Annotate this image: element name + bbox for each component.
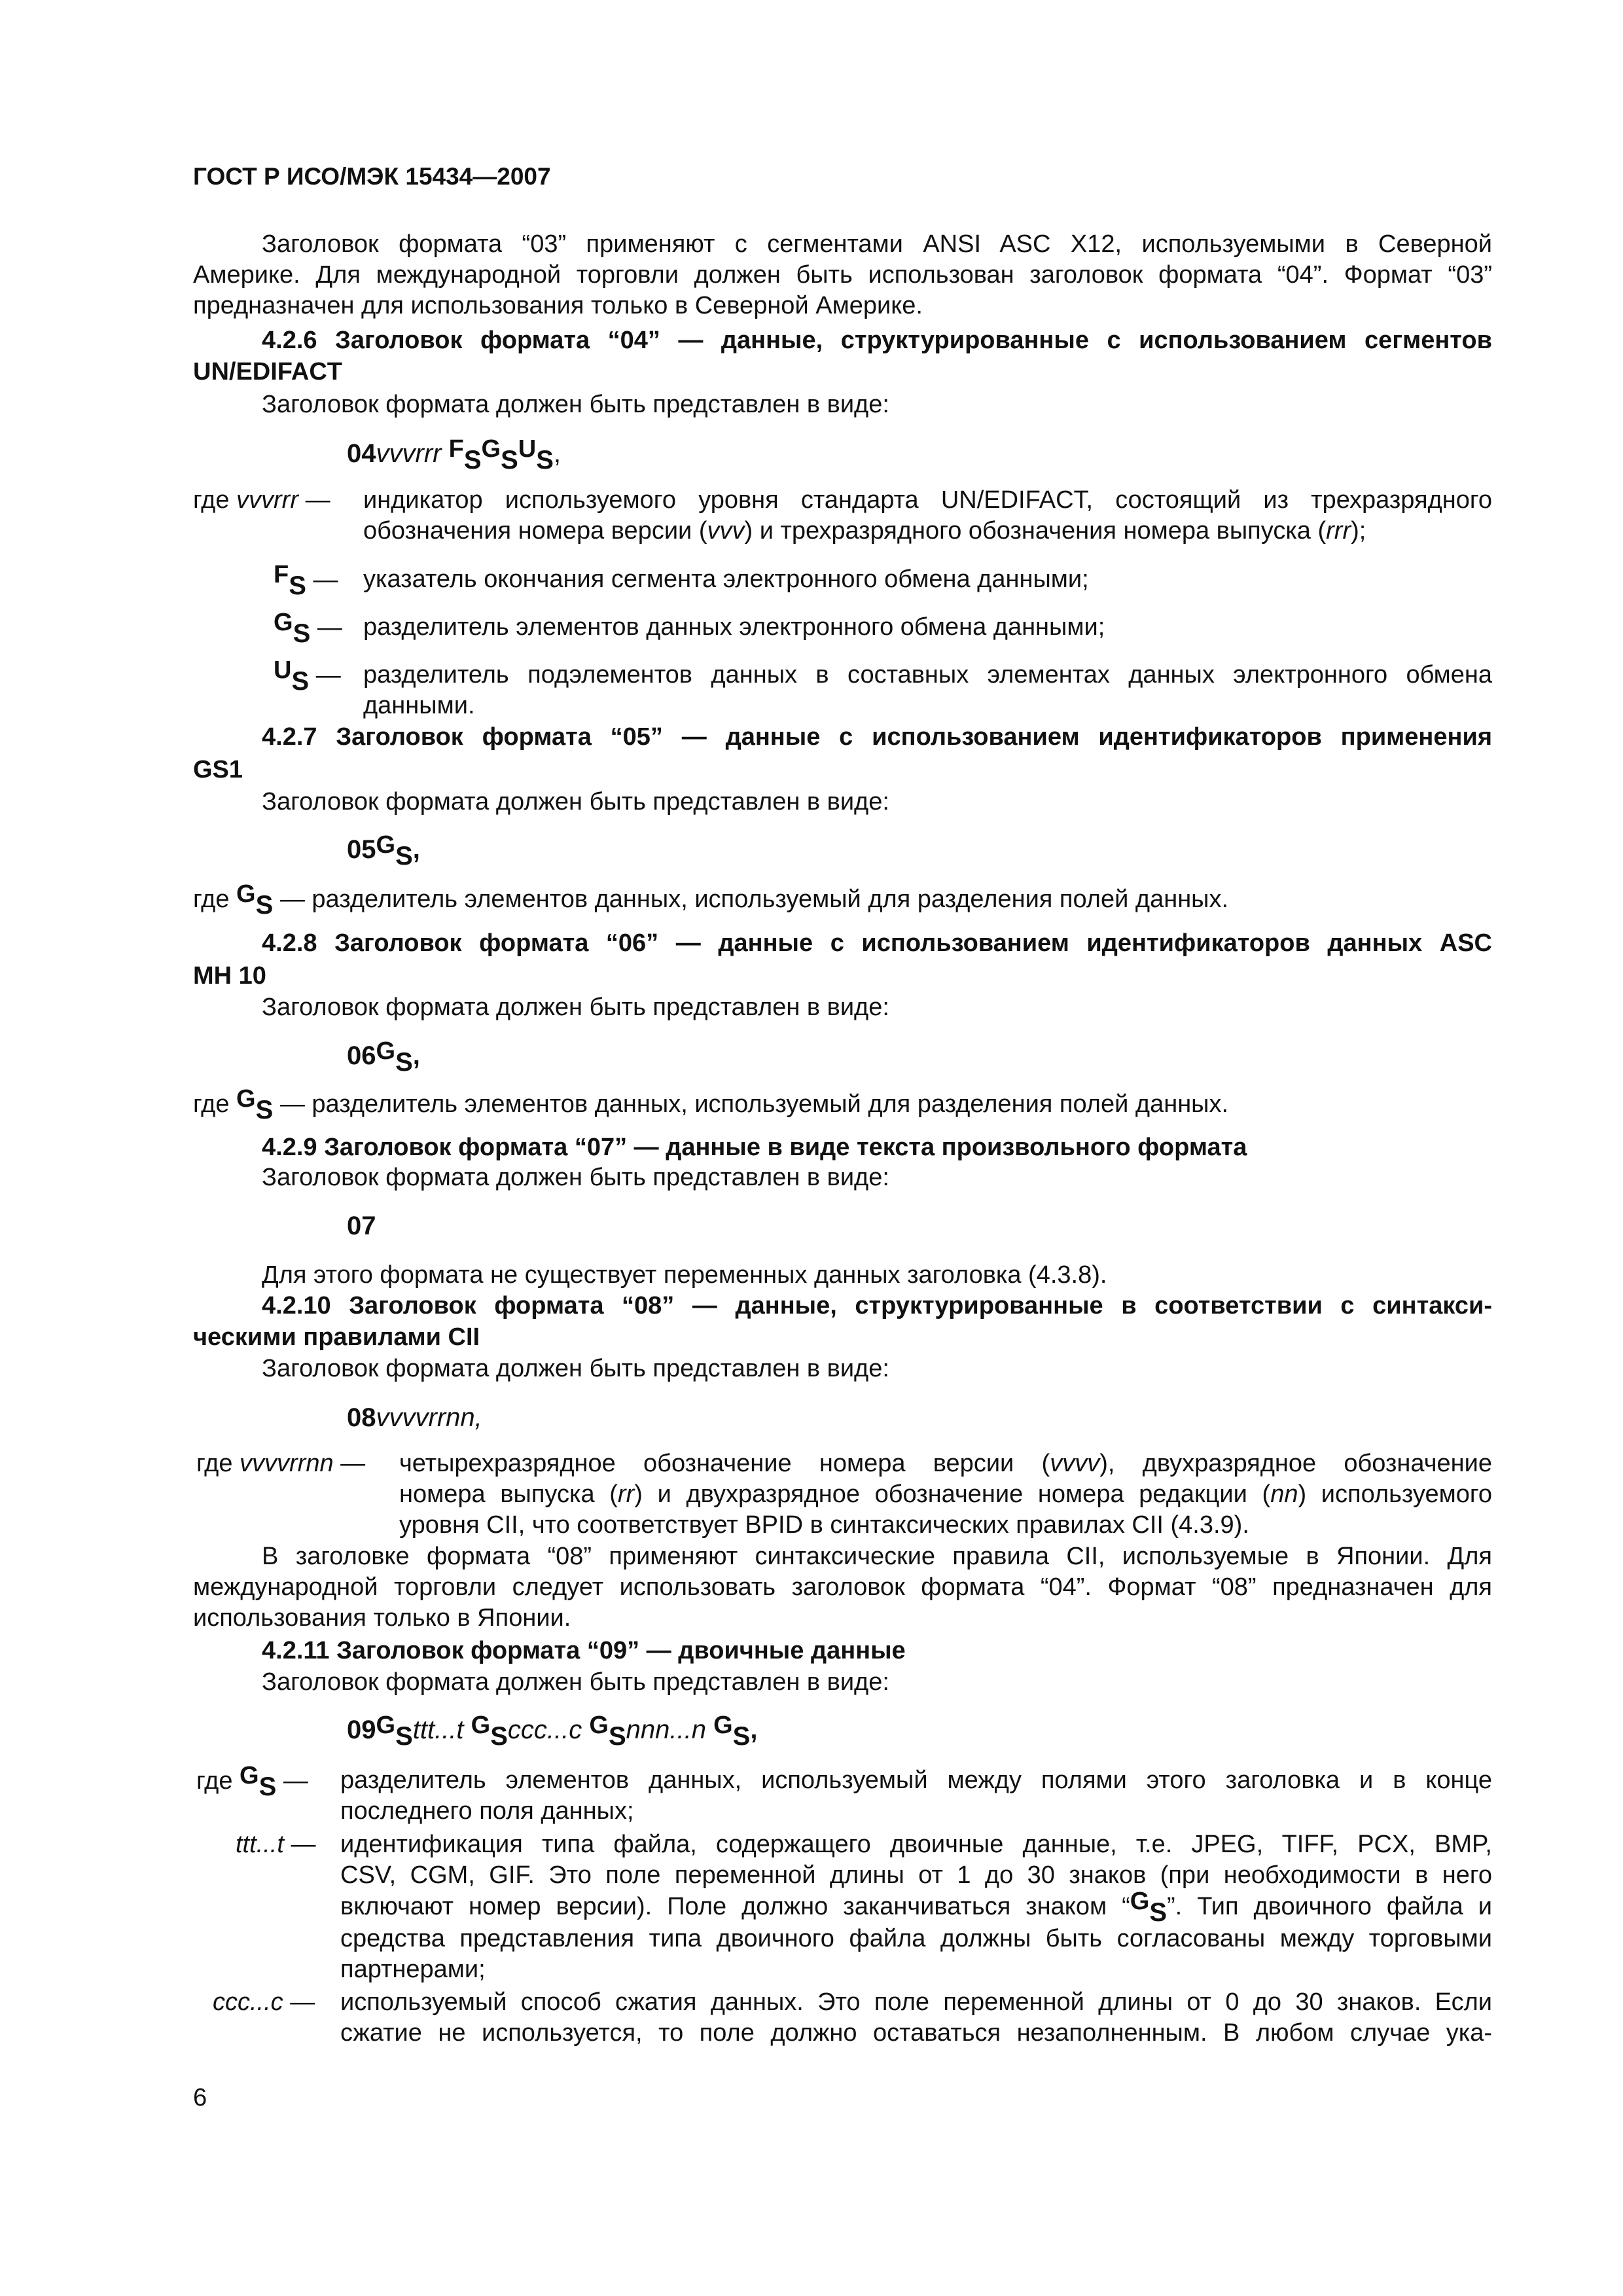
format-formula: 06GS, bbox=[347, 1037, 420, 1077]
format-formula: 07 bbox=[347, 1211, 376, 1240]
format-formula: 05GS, bbox=[347, 831, 420, 870]
intro-line: Америке. Для международной торговли должен быть использован заголовок формата “04”. Формат “03” bbox=[193, 261, 1492, 289]
format-lead: Заголовок формата должен быть представлен в виде: bbox=[262, 1355, 889, 1382]
definition-text: индикатор используемого уровня стандарта UN/EDIFACT, состоящий из трехразрядного bbox=[363, 486, 1492, 514]
definition-term: где vvvrrr — bbox=[193, 486, 330, 514]
definition-text: CSV, CGM, GIF. Это поле переменной длины от 1 до 30 знаков (при необходимости в него bbox=[340, 1861, 1492, 1889]
section-title: 4.2.9 Заголовок формата “07” — данные в виде текста произвольного формата bbox=[262, 1134, 1247, 1161]
section-title: GS1 bbox=[193, 756, 243, 783]
definition-text: данными. bbox=[363, 692, 475, 719]
section-title: UN/EDIFACT bbox=[193, 358, 342, 386]
definition-term: FS — bbox=[274, 561, 338, 600]
format-lead: Заголовок формата должен быть представлен в виде: bbox=[262, 788, 889, 816]
definition-text: разделитель элементов данных, используемый между полями этого заголовка и в конце bbox=[340, 1767, 1492, 1794]
definition-text: используемый способ сжатия данных. Это поле переменной длины от 0 до 30 знаков. Если bbox=[340, 1988, 1492, 2016]
definition-text: сжатие не используется, то поле должно оставаться незаполненным. В любом случае ука- bbox=[340, 2019, 1492, 2047]
definition-term: где GS — bbox=[196, 1762, 308, 1801]
section-title: 4.2.11 Заголовок формата “09” — двоичные данные bbox=[262, 1637, 906, 1664]
definition-line: где GS — разделитель элементов данных, используемый для разделения полей данных. bbox=[193, 1085, 1229, 1124]
format-formula: 04vvvrrr FSGSUS, bbox=[347, 435, 562, 475]
intro-line: предназначен для использования только в Северной Америке. bbox=[193, 292, 923, 319]
format-lead: Заголовок формата должен быть представлен в виде: bbox=[262, 1668, 889, 1696]
section-title: 4.2.10 Заголовок формата “08” — данные, структурированные в соответствии с синтакси- bbox=[262, 1292, 1492, 1319]
definition-term: ttt...t — bbox=[236, 1831, 316, 1858]
definition-term: GS — bbox=[274, 609, 342, 648]
format-lead: Заголовок формата должен быть представлен в виде: bbox=[262, 391, 889, 418]
gs-symbol: GS bbox=[481, 435, 518, 475]
intro-line: Заголовок формата “03” применяют с сегментами ANSI ASC X12, используемыми в Северной bbox=[262, 230, 1492, 258]
section-title: 4.2.8 Заголовок формата “06” — данные с использованием идентификаторов данных ASC bbox=[262, 929, 1492, 957]
section-title: ческими правилами CII bbox=[193, 1323, 480, 1351]
definition-text: разделитель подэлементов данных в составных элементах данных электронного обмена bbox=[363, 661, 1492, 689]
format-formula: 08vvvvrrnn, bbox=[347, 1403, 482, 1432]
definition-text: указатель окончания сегмента электронного обмена данными; bbox=[363, 565, 1089, 593]
definition-text: четырехразрядное обозначение номера версии (vvvv), двухразрядное обозначение bbox=[399, 1450, 1492, 1477]
paragraph-line: использования только в Японии. bbox=[193, 1604, 571, 1632]
format-lead: Заголовок формата должен быть представлен в виде: bbox=[262, 994, 889, 1021]
format-formula: 09GSttt...t GSccc...c GSnnn...n GS, bbox=[347, 1712, 758, 1751]
fs-symbol: FS bbox=[448, 435, 482, 475]
section-title: 4.2.6 Заголовок формата “04” — данные, структурированные с использованием сегментов bbox=[262, 327, 1492, 354]
definition-text: последнего поля данных; bbox=[340, 1797, 634, 1825]
paragraph-line: Для этого формата не существует переменных данных заголовка (4.3.8). bbox=[262, 1261, 1107, 1289]
definition-text: включают номер версии). Поле должно заканчиваться знаком “GS”. Тип двоичного файла и bbox=[340, 1888, 1492, 1927]
definition-text: партнерами; bbox=[340, 1956, 486, 1983]
us-symbol: US bbox=[518, 435, 554, 475]
definition-line: где GS — разделитель элементов данных, используемый для разделения полей данных. bbox=[193, 880, 1229, 920]
paragraph-line: международной торговли следует использовать заголовок формата “04”. Формат “08” предназначен для bbox=[193, 1573, 1492, 1601]
definition-text: номера выпуска (rr) и двухразрядное обозначение номера редакции (nn) используемого bbox=[399, 1480, 1492, 1508]
definition-text: уровня CII, что соответствует BPID в синтаксических правилах CII (4.3.9). bbox=[399, 1511, 1249, 1539]
section-title: 4.2.7 Заголовок формата “05” — данные с использованием идентификаторов применения bbox=[262, 723, 1492, 751]
definition-term: где vvvvrrnn — bbox=[196, 1450, 366, 1477]
paragraph-line: В заголовке формата “08” применяют синтаксические правила CII, используемые в Японии. Для bbox=[262, 1543, 1492, 1570]
page-number: 6 bbox=[193, 2084, 207, 2111]
definition-term: ccc...c — bbox=[213, 1988, 315, 2016]
definition-term: US — bbox=[274, 656, 341, 696]
format-lead: Заголовок формата должен быть представлен в виде: bbox=[262, 1164, 889, 1191]
section-title: MH 10 bbox=[193, 962, 266, 990]
definition-text: средства представления типа двоичного файла должны быть согласованы между торговыми bbox=[340, 1925, 1492, 1952]
definition-text: обозначения номера версии (vvv) и трехразрядного обозначения номера выпуска (rrr); bbox=[363, 517, 1366, 545]
document-header: ГОСТ Р ИСО/МЭК 15434—2007 bbox=[193, 163, 551, 190]
definition-text: разделитель элементов данных электронного обмена данными; bbox=[363, 613, 1105, 641]
definition-text: идентификация типа файла, содержащего двоичные данные, т.е. JPEG, TIFF, PCX, BMP, bbox=[340, 1831, 1492, 1858]
